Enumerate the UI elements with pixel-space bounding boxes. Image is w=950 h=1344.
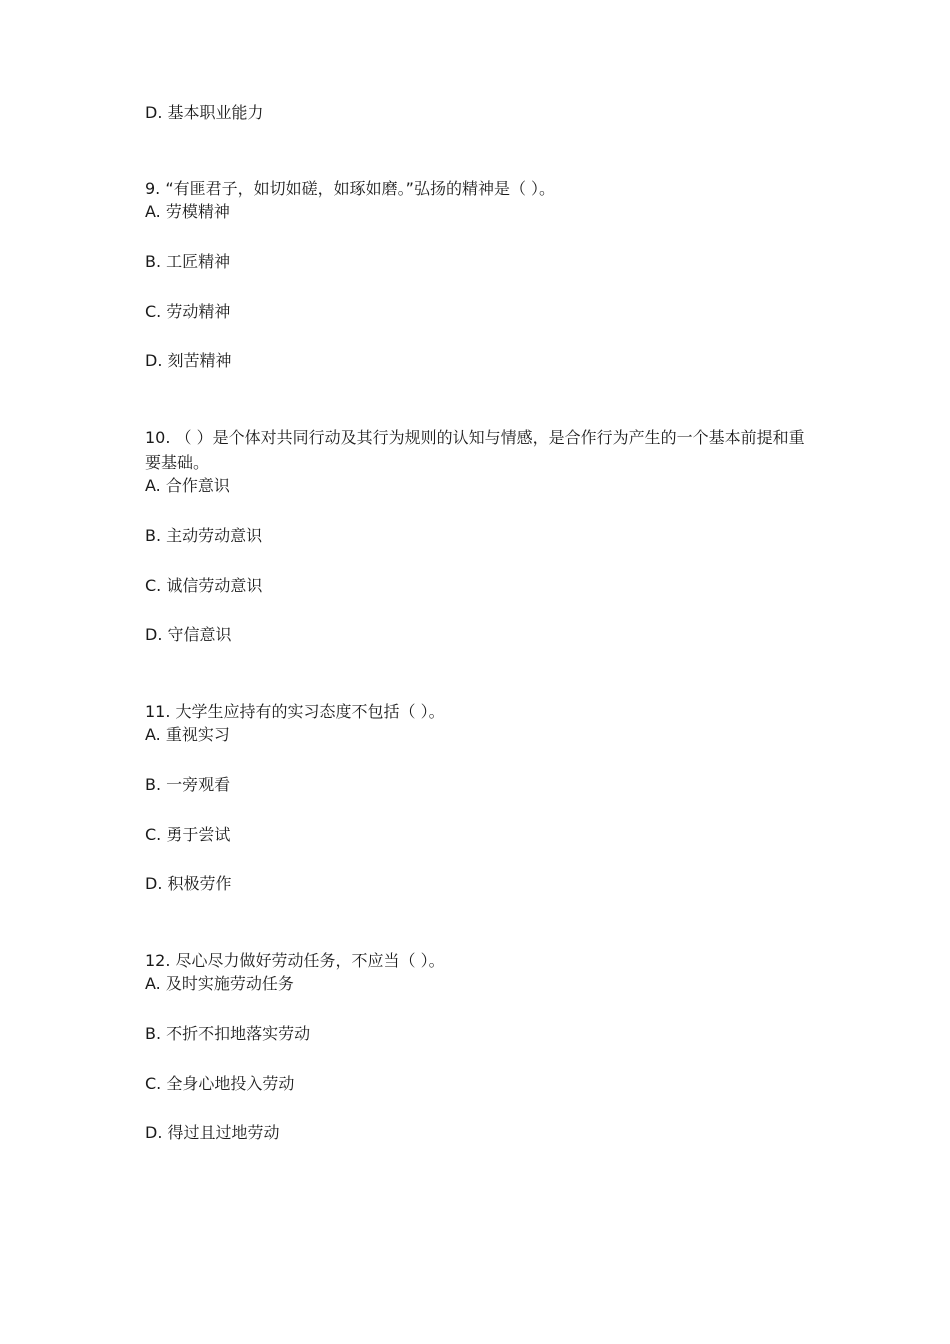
question-11-option-a (145, 724, 230, 746)
question-12-option-c (145, 1073, 294, 1095)
question-12-option-a (145, 973, 294, 995)
option-text: 重视实习 (165, 725, 230, 744)
option-label: A. (145, 202, 161, 221)
option-label: D. (145, 874, 163, 893)
question-number: 10. (145, 428, 171, 447)
question-text: 大学生应持有的实习态度不包括（ ）。 (175, 702, 445, 721)
option-label: D. (145, 625, 163, 644)
question-number: 9. (145, 179, 161, 198)
option-text: 主动劳动意识 (166, 526, 263, 545)
question-text: （ ）是个体对共同行动及其行为规则的认知与情感，是合作行为产生的一个基本前提和重要基础。 (145, 428, 805, 472)
option-text: 劳动精神 (166, 302, 231, 321)
option-text: 合作意识 (165, 476, 230, 495)
option-text: 得过且过地劳动 (167, 1123, 280, 1142)
question-10-option-a (145, 475, 230, 497)
option-text: 一旁观看 (166, 775, 231, 794)
question-11-option-b (145, 774, 230, 796)
option-text: 及时实施劳动任务 (165, 974, 294, 993)
option-label: A. (145, 476, 161, 495)
option-label: D. (145, 103, 163, 122)
question-9-option-c (145, 301, 230, 323)
option-text: 勇于尝试 (166, 825, 231, 844)
question-text: “有匪君子，如切如磋，如琢如磨。”弘扬的精神是（ ）。 (165, 179, 556, 198)
option-label: C. (145, 825, 162, 844)
question-11-stem (145, 699, 810, 724)
question-number: 11. (145, 702, 171, 721)
option-text: 刻苦精神 (167, 351, 232, 370)
question-number: 12. (145, 951, 171, 970)
option-text: 工匠精神 (166, 252, 231, 271)
option-label: C. (145, 576, 162, 595)
option-label: C. (145, 1074, 162, 1093)
question-10-stem (145, 425, 810, 475)
option-text: 诚信劳动意识 (166, 576, 263, 595)
question-12-option-b (145, 1023, 310, 1045)
option-label: B. (145, 526, 162, 545)
question-9-stem (145, 176, 810, 201)
option-text: 基本职业能力 (167, 103, 264, 122)
option-label: B. (145, 775, 162, 794)
question-9-option-b (145, 251, 230, 273)
option-d-previous (145, 102, 264, 124)
question-9-option-a (145, 201, 230, 223)
question-10-option-d (145, 624, 232, 646)
option-label: D. (145, 1123, 163, 1142)
question-10-option-c (145, 575, 262, 597)
option-text: 全身心地投入劳动 (166, 1074, 295, 1093)
question-12-option-d (145, 1122, 280, 1144)
option-label: D. (145, 351, 163, 370)
option-text: 积极劳作 (167, 874, 232, 893)
option-text: 不折不扣地落实劳动 (166, 1024, 311, 1043)
option-label: A. (145, 974, 161, 993)
question-12-stem (145, 948, 810, 973)
option-text: 守信意识 (167, 625, 232, 644)
question-9-option-d (145, 350, 232, 372)
option-label: C. (145, 302, 162, 321)
option-text: 劳模精神 (165, 202, 230, 221)
question-11-option-d (145, 873, 232, 895)
question-text: 尽心尽力做好劳动任务，不应当（ ）。 (175, 951, 445, 970)
question-11-option-c (145, 824, 230, 846)
option-label: B. (145, 1024, 162, 1043)
option-label: A. (145, 725, 161, 744)
question-10-option-b (145, 525, 262, 547)
option-label: B. (145, 252, 162, 271)
